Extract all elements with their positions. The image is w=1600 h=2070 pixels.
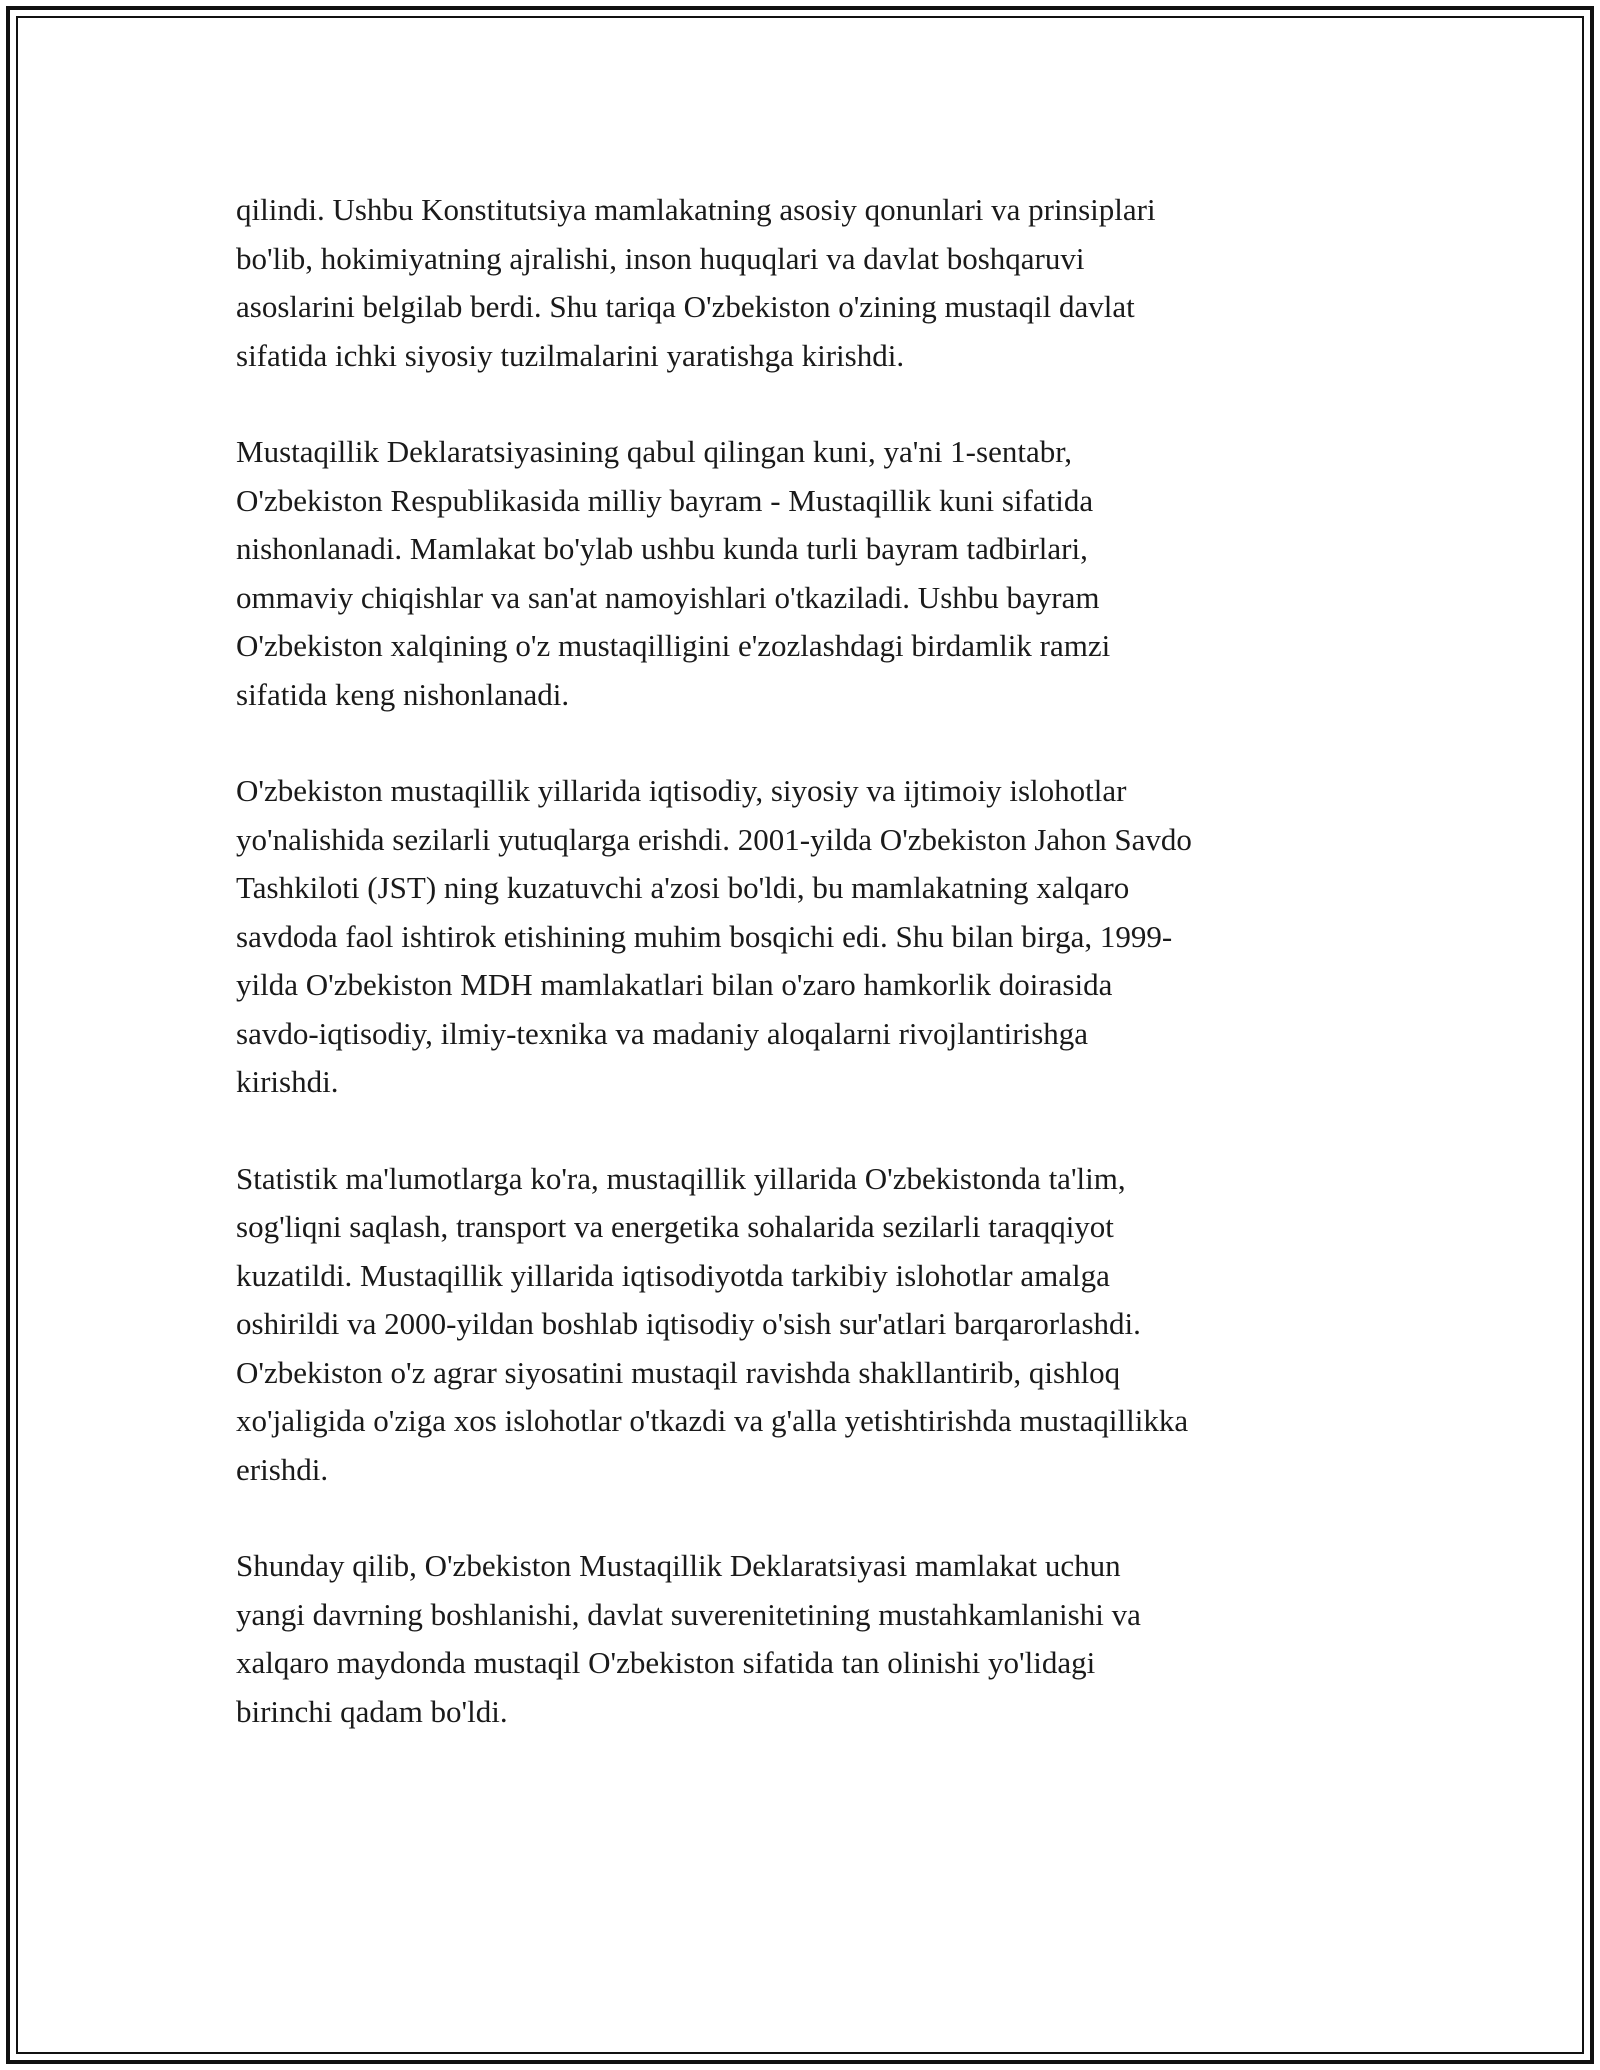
text-line: O'zbekiston mustaqillik yillarida iqtisodiy, siyosiy va ijtimoiy islohotlar [236,773,1127,808]
text-line: Tashkiloti (JST) ning kuzatuvchi a'zosi bo'ldi, bu mamlakatning xalqaro [236,870,1130,905]
paragraph-5 [236,1542,1376,1736]
text-line: Mustaqillik Deklaratsiyasining qabul qilingan kuni, ya'ni 1-sentabr, [236,434,1073,469]
paragraph-1 [236,186,1376,380]
document-body [236,186,1376,1784]
text-line: oshirildi va 2000-yildan boshlab iqtisodiy o'sish sur'atlari barqarorlashdi. [236,1306,1141,1341]
text-line: xalqaro maydonda mustaqil O'zbekiston sifatida tan olinishi yo'lidagi [236,1645,1096,1680]
text-line: sifatida ichki siyosiy tuzilmalarini yaratishga kirishdi. [236,337,905,373]
text-line: Statistik ma'lumotlarga ko'ra, mustaqillik yillarida O'zbekistonda ta'lim, [236,1160,1126,1196]
text-line: savdoda faol ishtirok etishining muhim bosqichi edi. Shu bilan birga, 1999- [236,918,1173,954]
text-line: birinchi qadam bo'ldi. [236,1693,508,1729]
text-line: qilindi. Ushbu Konstitutsiya mamlakatning asosiy qonunlari va prinsiplari [236,192,1156,227]
paragraph-2 [236,428,1376,719]
text-line: ommaviy chiqishlar va san'at namoyishlari o'tkaziladi. Ushbu bayram [236,579,1100,615]
text-line: sog'liqni saqlash, transport va energetika sohalarida sezilarli taraqqiyot [236,1209,1114,1244]
text-line: sifatida keng nishonlanadi. [236,676,570,712]
text-line: bo'lib, hokimiyatning ajralishi, inson huquqlari va davlat boshqaruvi [236,240,1085,276]
text-line: kuzatildi. Mustaqillik yillarida iqtisodiyotda tarkibiy islohotlar amalga [236,1257,1110,1293]
text-line: savdo-iqtisodiy, ilmiy-texnika va madaniy aloqalarni rivojlantirishga [236,1015,1089,1051]
text-line: O'zbekiston o'z agrar siyosatini mustaqil ravishda shakllantirib, qishloq [236,1354,1121,1390]
text-line: erishdi. [236,1451,329,1487]
text-line: yangi davrning boshlanishi, davlat suverenitetining mustahkamlanishi va [236,1596,1141,1632]
paragraph-3 [236,767,1376,1107]
text-line: O'zbekiston xalqining o'z mustaqilligini e'zozlashdagi birdamlik ramzi [236,628,1111,663]
text-line: yo'nalishida sezilarli yutuqlarga erishdi. 2001-yilda O'zbekiston Jahon Savdo [236,821,1192,857]
text-line: O'zbekiston Respublikasida milliy bayram - Mustaqillik kuni sifatida [236,482,1094,518]
text-line: nishonlanadi. Mamlakat bo'ylab ushbu kunda turli bayram tadbirlari, [236,531,1088,566]
text-line: kirishdi. [236,1064,339,1099]
text-line: yilda O'zbekiston MDH mamlakatlari bilan o'zaro hamkorlik doirasida [236,967,1113,1002]
paragraph-4 [236,1155,1376,1495]
text-line: xo'jaligida o'ziga xos islohotlar o'tkazdi va g'alla yetishtirishda mustaqillikka [236,1403,1189,1438]
text-line: asoslarini belgilab berdi. Shu tariqa O'zbekiston o'zining mustaqil davlat [236,289,1135,324]
text-line: Shunday qilib, O'zbekiston Mustaqillik Deklaratsiyasi mamlakat uchun [236,1548,1121,1583]
